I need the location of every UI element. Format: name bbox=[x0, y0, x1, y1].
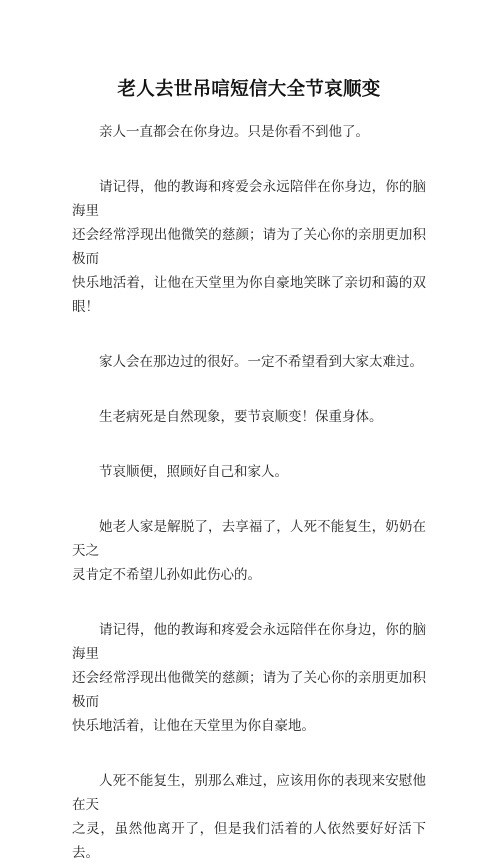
paragraph-5: 节哀顺便，照顾好自己和家人。 bbox=[99, 464, 288, 480]
paragraph-1: 亲人一直都会在你身边。只是你看不到他了。 bbox=[99, 124, 369, 140]
paragraph-4: 生老病死是自然现象，要节哀顺变！保重身体。 bbox=[99, 409, 383, 425]
paragraph-6: 她老人家是解脱了，去享福了，人死不能复生，奶奶在天之 灵肯定不希望儿孙如此伤心的。 bbox=[72, 519, 426, 583]
document-title: 老人去世吊唁短信大全节哀顺变 bbox=[117, 79, 381, 100]
paragraph-7: 请记得，他的教诲和疼爱会永远陪伴在你身边，你的脑海里 还会经常浮现出他微笑的慈颜；请为了关心你的亲朋更加积极而 快乐地活着，让他在天堂里为你自豪地。 bbox=[72, 622, 426, 734]
paragraph-2: 请记得，他的教诲和疼爱会永远陪伴在你身边，你的脑海里 还会经常浮现出他微笑的慈颜；请为了关心你的亲朋更加积极而 快乐地活着，让他在天堂里为你自豪地笑眯了亲切和蔼的双眼！ bbox=[72, 179, 426, 315]
paragraph-3: 家人会在那边过的很好。一定不希望看到大家太难过。 bbox=[99, 354, 423, 370]
paragraph-8: 人死不能复生，别那么难过，应该用你的表现来安慰他在天 之灵，虽然他离开了，但是我们活着的人依然要好好活下去。 bbox=[72, 773, 426, 861]
